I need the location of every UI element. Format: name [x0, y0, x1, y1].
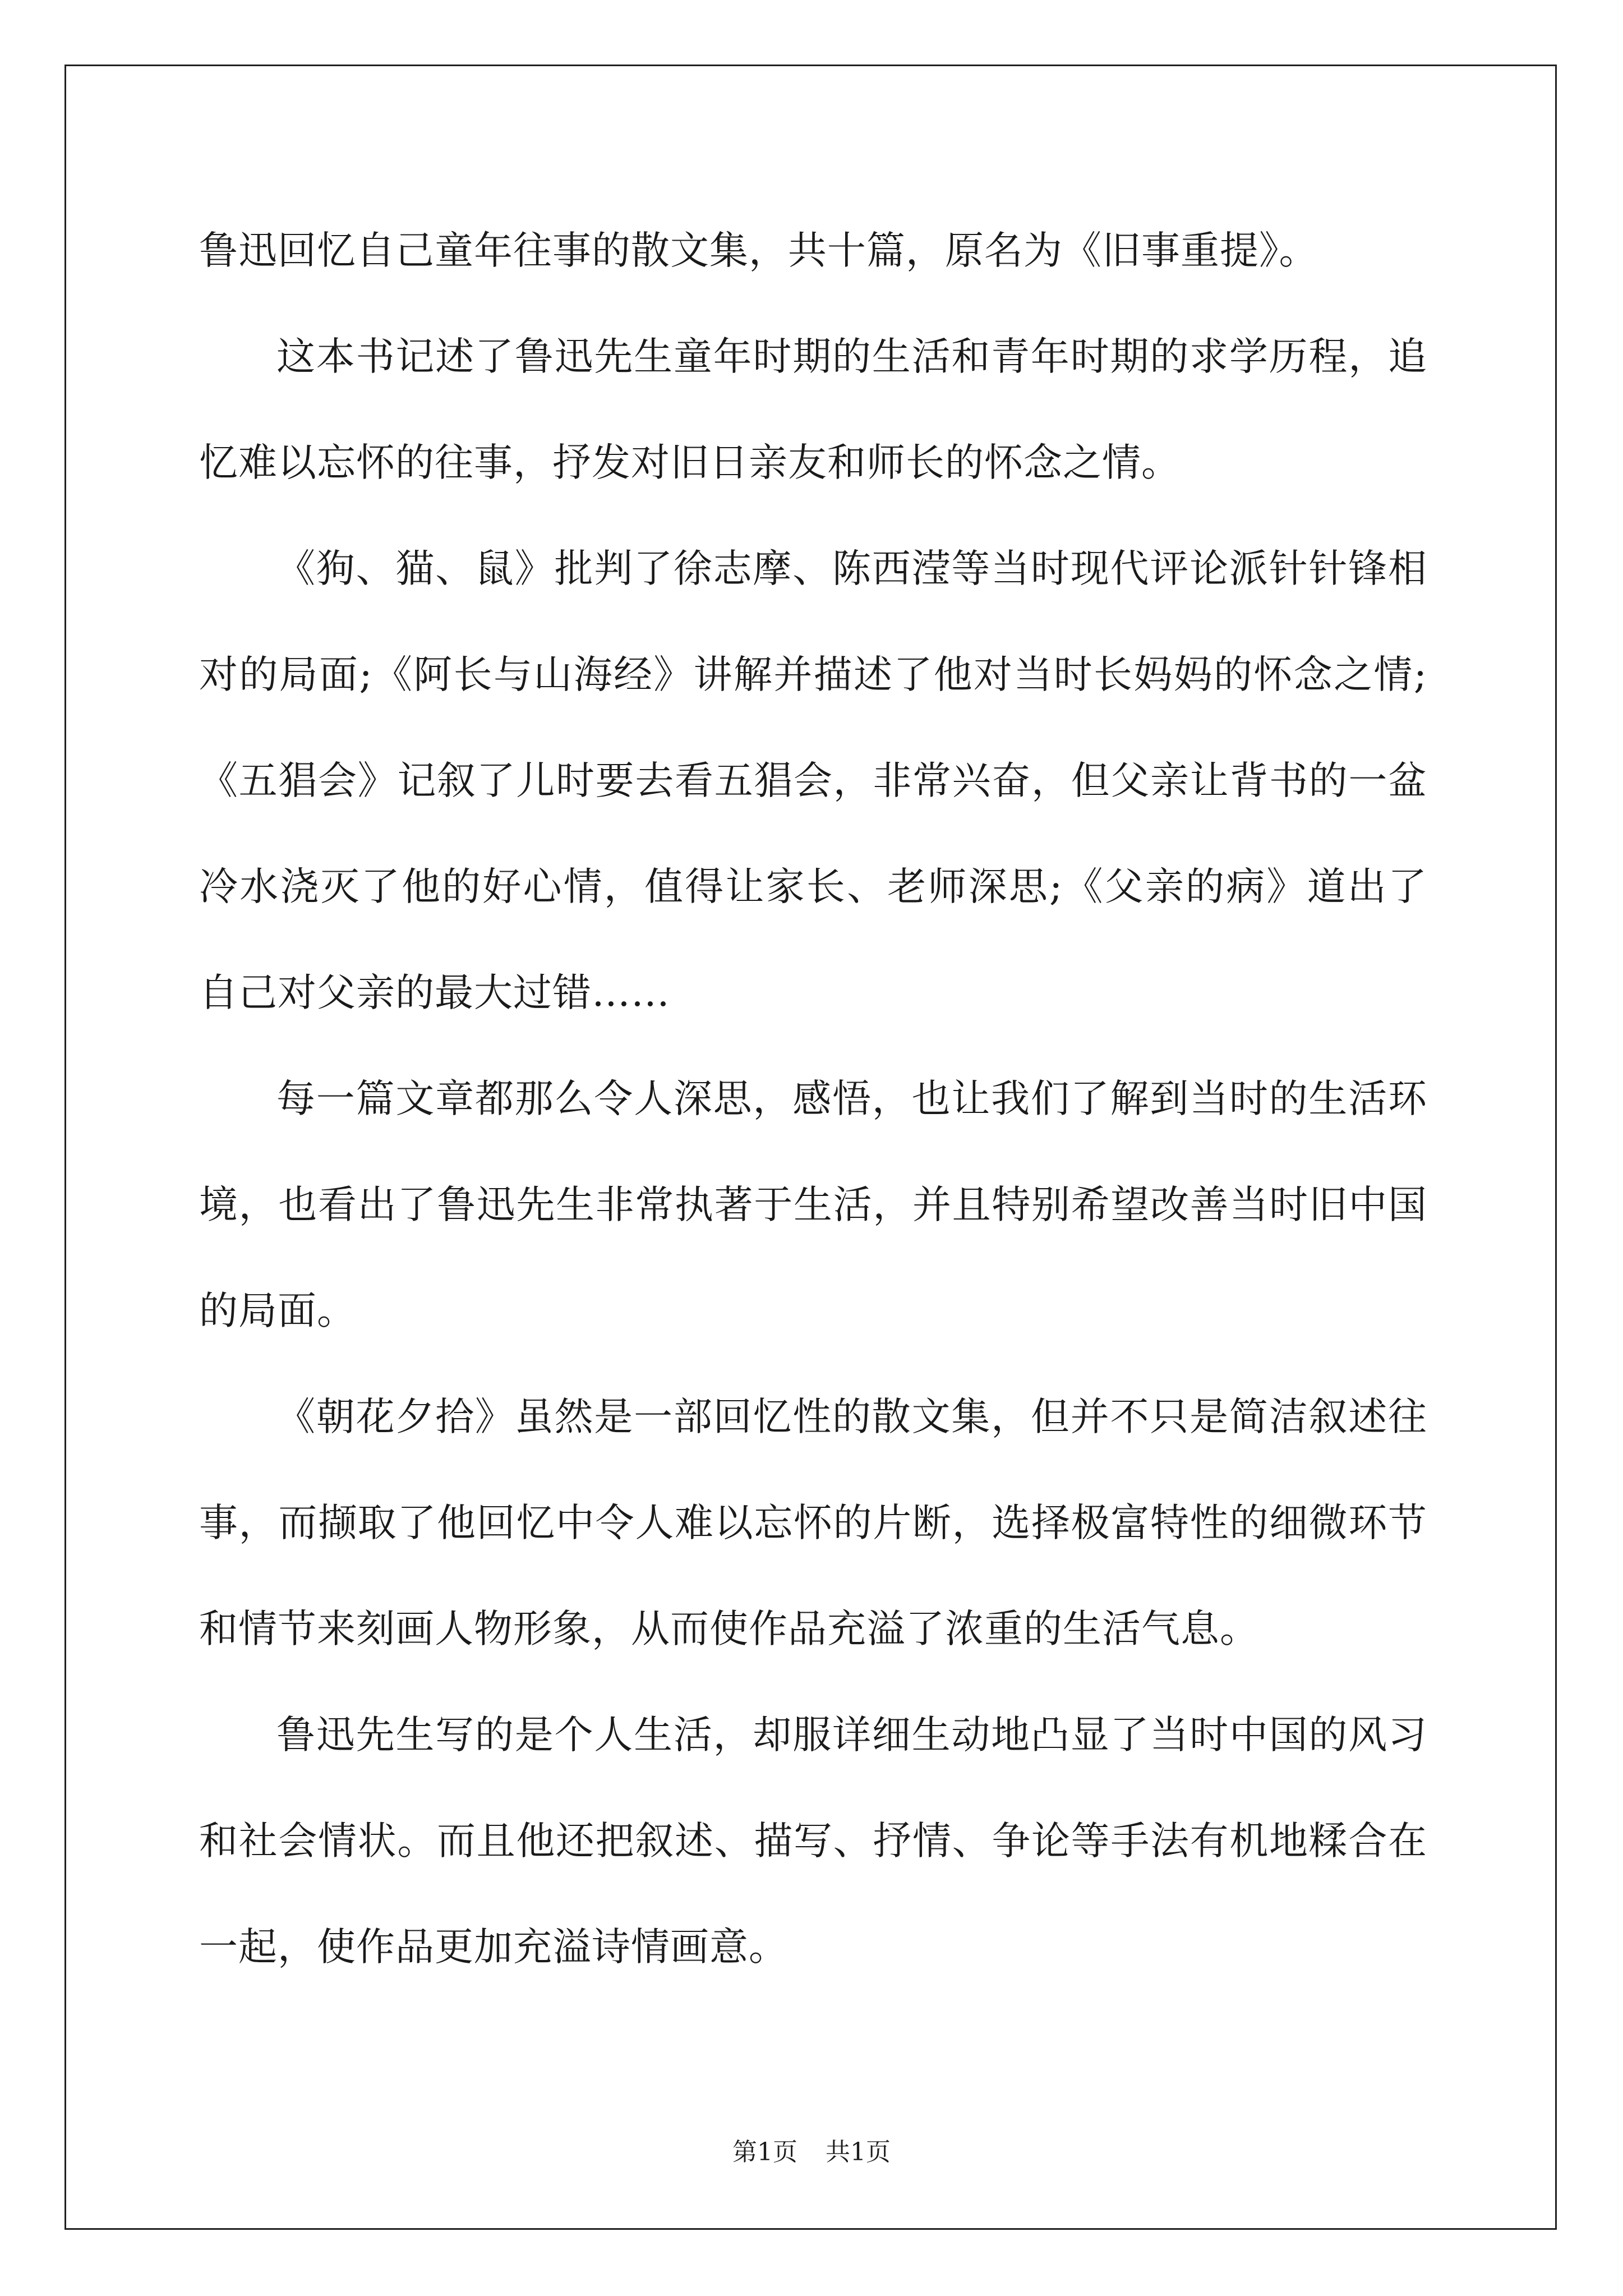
paragraph-3: 《狗、猫、鼠》批判了徐志摩、陈西滢等当时现代评论派针针锋相对的局面;《阿长与山海经》讲解并描述了他对当时长妈妈的怀念之情;《五猖会》记叙了儿时要去看五猖会，非常兴奋，但父亲让背书的一盆冷水浇灭了他的好心情，值得让家长、老师深思;《父亲的病》道出了自己对父亲的最大过错…… — [199, 546, 1427, 1015]
page-number: 第1页 — [732, 2138, 797, 2166]
paragraph-5: 《朝花夕拾》虽然是一部回忆性的散文集，但并不只是简洁叙述往事，而撷取了他回忆中令人难以忘怀的片断，选择极富特性的细微环节和情节来刻画人物形象，从而使作品充溢了浓重的生活气息。 — [199, 1395, 1427, 1651]
paragraph-4: 每一篇文章都那么令人深思，感悟，也让我们了解到当时的生活环境，也看出了鲁迅先生非常执著于生活，并且特别希望改善当时旧中国的局面。 — [199, 1076, 1427, 1333]
paragraph-2: 这本书记述了鲁迅先生童年时期的生活和青年时期的求学历程，追忆难以忘怀的往事，抒发对旧日亲友和师长的怀念之情。 — [199, 334, 1427, 485]
page-footer — [0, 2132, 1623, 2168]
paragraph-6: 鲁迅先生写的是个人生活，却服详细生动地凸显了当时中国的风习和社会情状。而且他还把叙述、描写、抒情、争论等手法有机地糅合在一起，使作品更加充溢诗情画意。 — [199, 1713, 1427, 1970]
document-body — [199, 198, 1427, 2000]
page-total: 共1页 — [826, 2138, 891, 2166]
paragraph-1: 鲁迅回忆自己童年往事的散文集，共十篇，原名为《旧事重提》。 — [199, 228, 1318, 273]
